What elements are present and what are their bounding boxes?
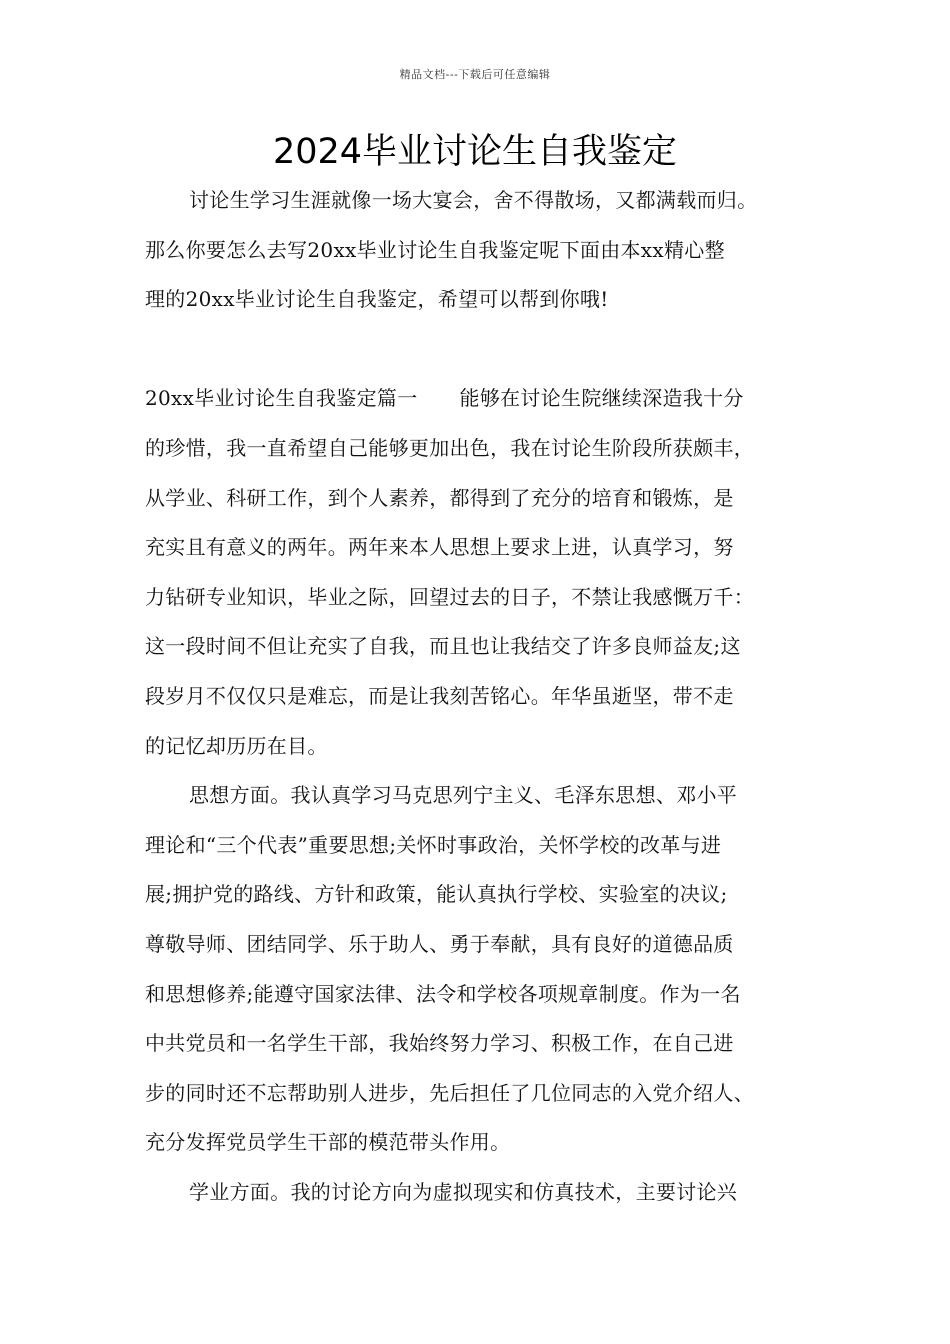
text-line: 的记忆却历历在目。 — [145, 733, 328, 758]
text-line: 力钻研专业知识，毕业之际，回望过去的日子，不禁让我感慨万千： — [145, 584, 754, 609]
text-line: 中共党员和一名学生干部，我始终努力学习、积极工作，在自己进 — [145, 1031, 734, 1056]
text-line: 段岁月不仅仅只是难忘，而是让我刻苦铭心。年华虽逝坚，带不走 — [145, 683, 734, 708]
section-one-paragraph — [145, 374, 835, 771]
text-line: 步的同时还不忘帮助别人进步，先后担任了几位同志的入党介绍人、 — [145, 1080, 754, 1105]
text-line: 理的20xx毕业讨论生自我鉴定，希望可以帮到你哦! — [145, 287, 609, 312]
text-line: 充分发挥党员学生干部的模范带头作用。 — [145, 1130, 511, 1155]
section-first-line: 能够在讨论生院继续深造我十分 — [459, 386, 744, 411]
study-paragraph — [145, 1168, 835, 1218]
thought-paragraph — [145, 771, 835, 1168]
text-line: 充实且有意义的两年。两年来本人思想上要求上进，认真学习，努 — [145, 535, 734, 560]
section-heading: 20xx毕业讨论生自我鉴定篇一 — [145, 386, 418, 411]
text-line: 这一段时间不但让充实了自我，而且也让我结交了许多良师益友;这 — [145, 634, 741, 659]
text-line — [145, 374, 835, 424]
blank-line — [145, 325, 835, 375]
text-line: 理论和“三个代表”重要思想;关怀时事政治，关怀学校的改革与进 — [145, 832, 722, 857]
text-line: 尊敬导师、团结同学、乐于助人、勇于奉献，具有良好的道德品质 — [145, 931, 734, 956]
document-title: 2024毕业讨论生自我鉴定 — [272, 132, 678, 172]
text-line: 那么你要怎么去写20xx毕业讨论生自我鉴定呢下面由本xx精心整 — [145, 237, 725, 262]
document-body — [145, 176, 835, 1217]
text-line: 从学业、科研工作，到个人素养，都得到了充分的培育和锻炼，是 — [145, 485, 734, 510]
text-line: 展;拥护党的路线、方针和政策，能认真执行学校、实验室的决议; — [145, 882, 728, 907]
text-line: 的珍惜，我一直希望自己能够更加出色，我在讨论生阶段所获颇丰， — [145, 435, 754, 460]
text-line: 讨论生学习生涯就像一场大宴会，舍不得散场，又都满载而归。 — [189, 188, 758, 212]
intro-paragraph — [145, 176, 835, 325]
header-note: 精品文档---下载后可任意编辑 — [399, 68, 551, 81]
text-line: 学业方面。我的讨论方向为虚拟现实和仿真技术，主要讨论兴 — [189, 1179, 738, 1204]
text-line: 和思想修养;能遵守国家法律、法令和学校各项规章制度。作为一名 — [145, 981, 741, 1006]
text-line: 思想方面。我认真学习马克思列宁主义、毛泽东思想、邓小平 — [189, 783, 738, 808]
